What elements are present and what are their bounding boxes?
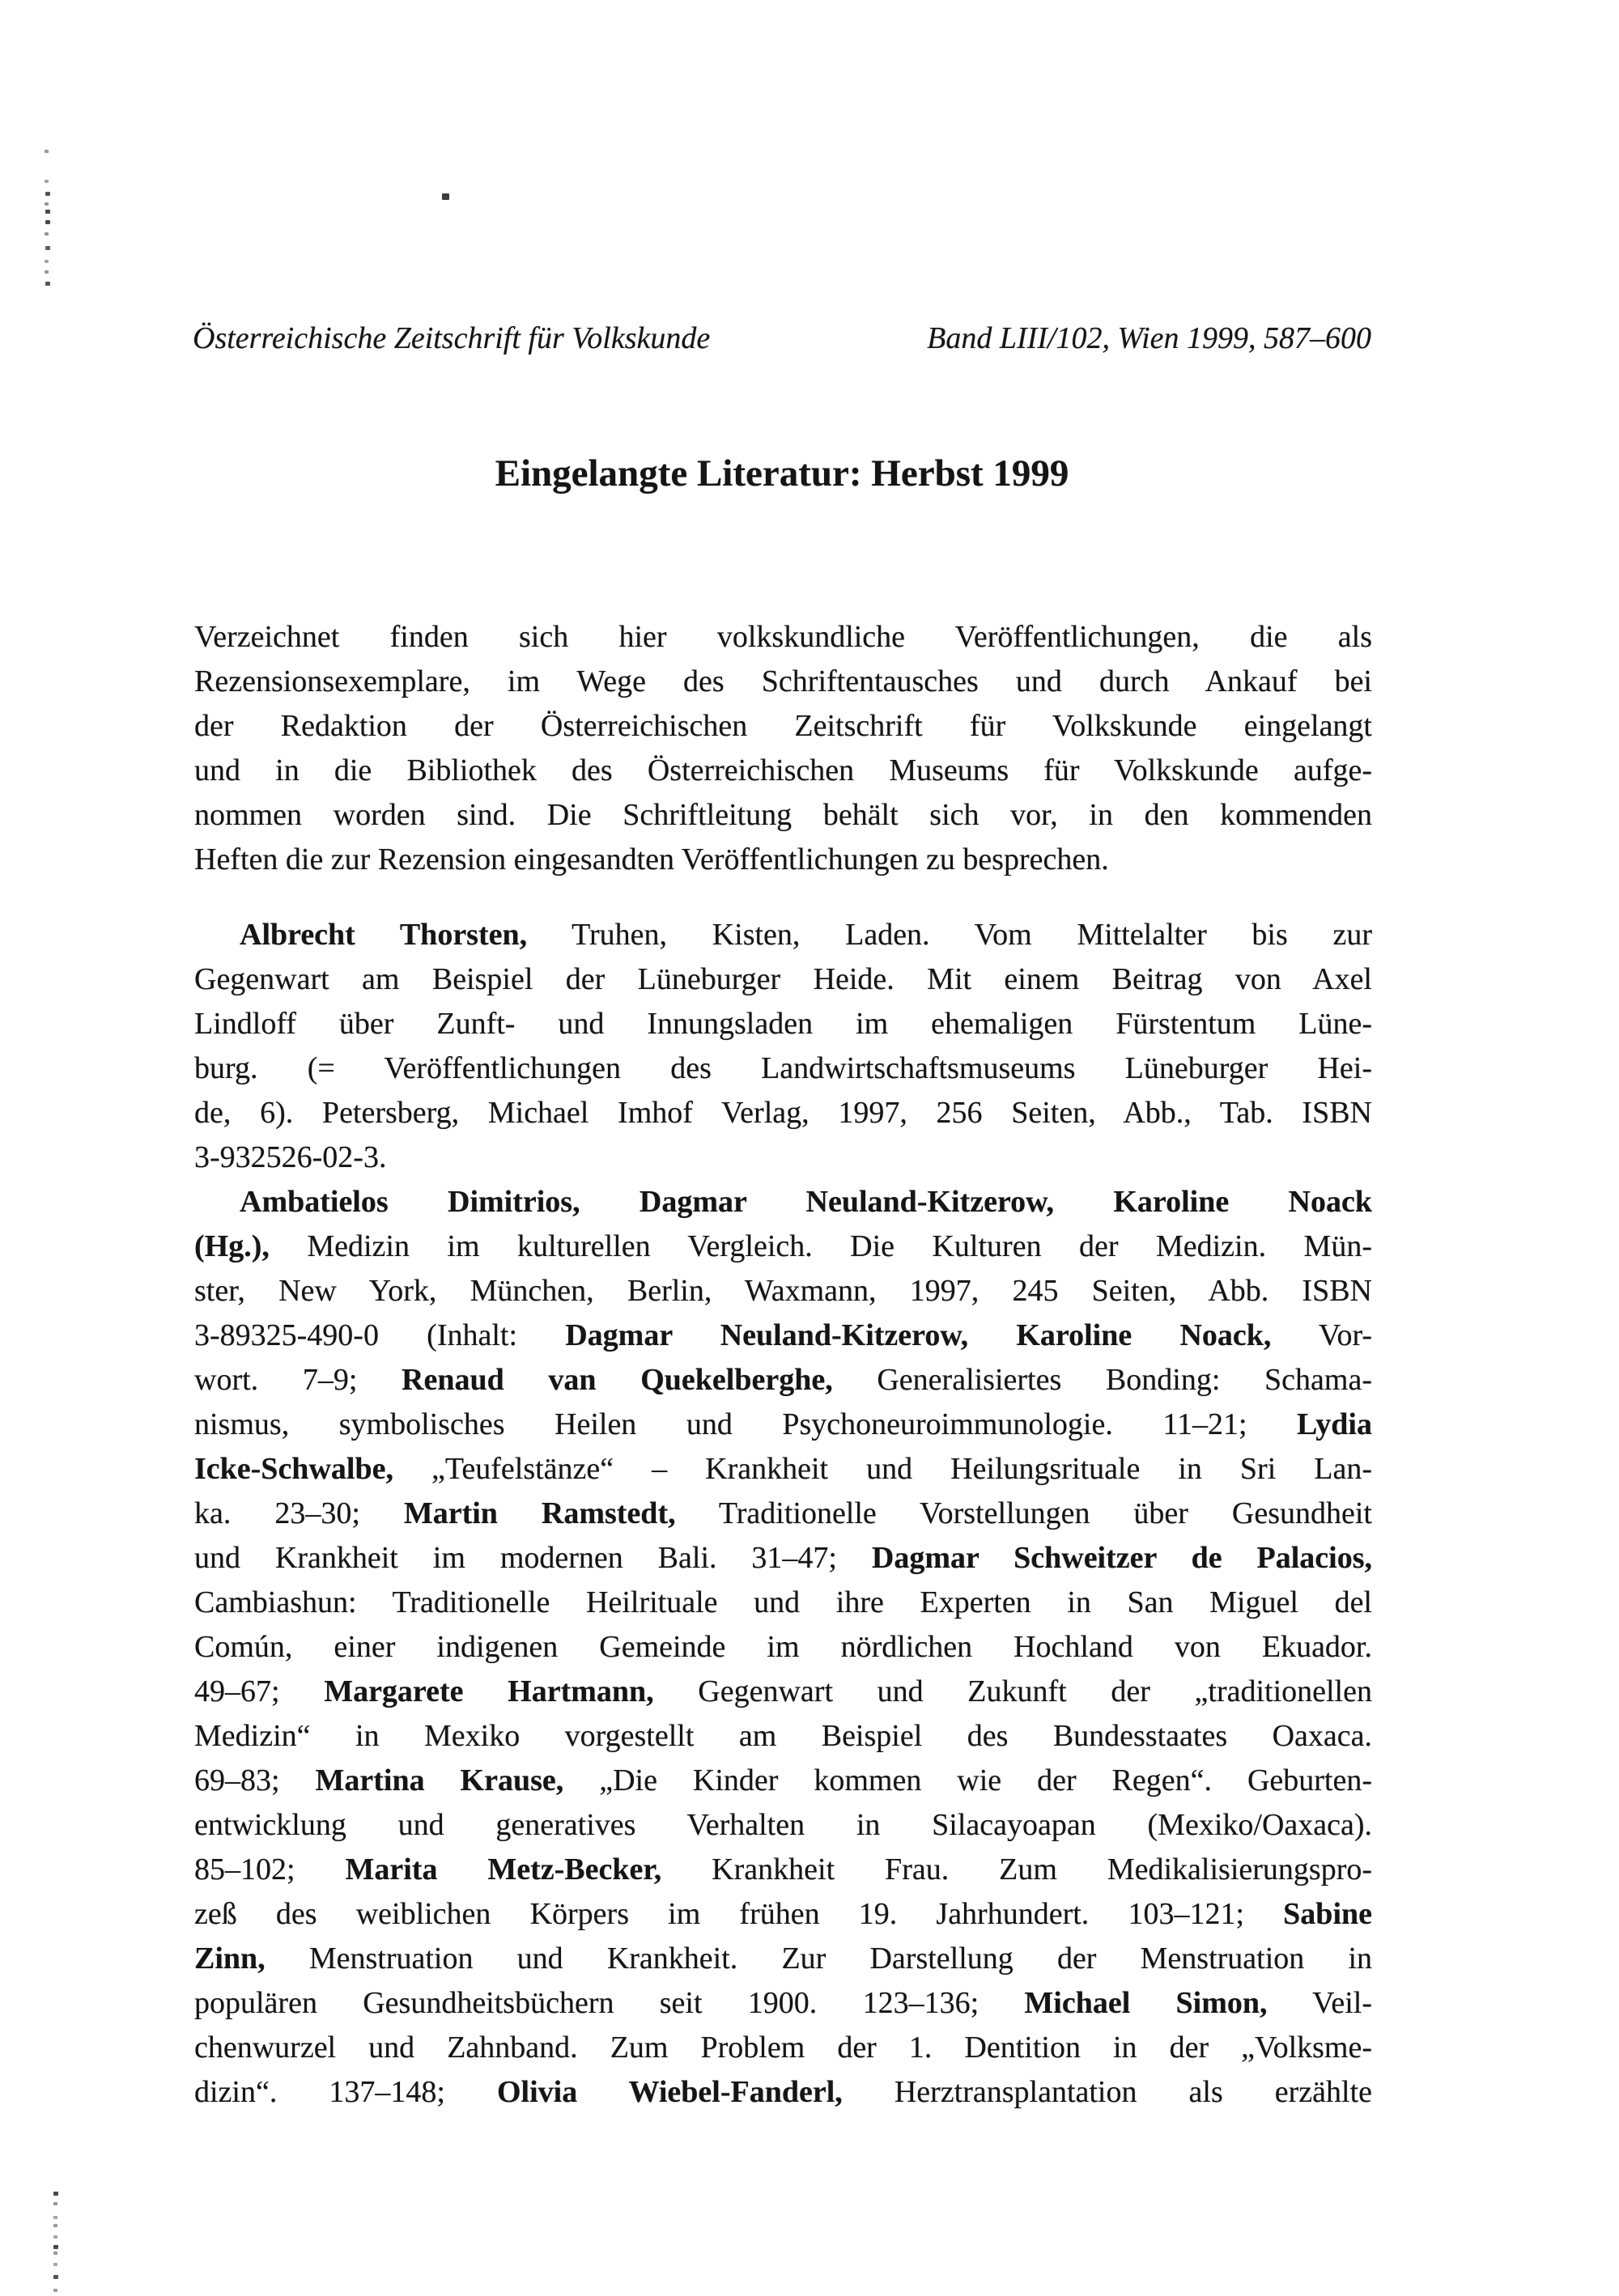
text-line [194,1714,1372,1759]
text-line [194,1848,1372,1892]
text-segment: Menstruation und Krankheit. Zur Darstellung der Menstruation in [265,1942,1372,1976]
text-line [194,704,1372,749]
bold-text-segment: Sabine [1283,1897,1372,1931]
text-segment: 3-932526-02-3. [194,1140,387,1174]
text-segment: Krankheit Frau. Zum Medikalisierungspro- [661,1853,1372,1886]
text-segment: wort. 7–9; [194,1363,402,1397]
bold-text-segment: Martin Ramstedt, [403,1496,676,1530]
bold-text-segment: Icke-Schwalbe, [194,1452,393,1486]
text-line [194,1759,1372,1803]
text-line [194,1002,1372,1046]
scan-speck [45,220,50,224]
text-line [194,1625,1372,1670]
scan-speck [45,246,50,250]
bold-text-segment: Margarete Hartmann, [324,1674,654,1708]
bold-text-segment: Olivia Wiebel-Fanderl, [496,2075,843,2109]
text-segment: Medizin im kulturellen Vergleich. Die Kulturen der Medizin. Mün- [269,1229,1372,1263]
text-segment: „Teufelstänze“ – Krankheit und Heilungsrituale in Sri Lan- [393,1452,1372,1486]
scan-speck [45,202,49,206]
text-line [194,1180,1372,1224]
text-line [194,2070,1372,2115]
scan-speck [45,210,50,214]
scan-speck [53,2202,57,2205]
text-segment: Gegenwart am Beispiel der Lüneburger Heide. Mit einem Beitrag von Axel [194,962,1372,996]
scan-speck [53,2192,58,2196]
text-line [194,1981,1372,2026]
text-segment: nismus, symbolisches Heilen und Psychoneuroimmunologie. 11–21; [194,1407,1298,1441]
text-line [194,838,1372,882]
text-segment: der Redaktion der Österreichischen Zeitschrift für Volkskunde eingelangt [194,709,1372,743]
text-segment: populären Gesundheitsbüchern seit 1900. 123–136; [194,1986,1025,2020]
scan-speck [53,2216,57,2219]
text-segment: Herztransplantation als erzählte [842,2075,1372,2109]
intro-paragraph [194,615,1372,882]
text-segment: ster, New York, München, Berlin, Waxmann, 1997, 245 Seiten, Abb. ISBN [194,1274,1372,1308]
text-line [194,1314,1372,1358]
text-line [194,1447,1372,1492]
scan-speck [45,282,50,286]
bold-text-segment: Michael Simon, [1024,1986,1268,2020]
scan-speck [53,2275,58,2279]
text-line [194,1046,1372,1091]
text-segment: 49–67; [194,1674,325,1708]
text-line [194,1358,1372,1403]
scan-speck [53,2235,57,2239]
text-segment: Común, einer indigenen Gemeinde im nördlichen Hochland von Ekuador. [194,1630,1372,1664]
scan-speck [53,2245,58,2249]
text-segment: und in die Bibliothek des Österreichischen Museums für Volkskunde aufge- [194,753,1372,787]
text-segment: Vor- [1271,1318,1372,1352]
text-segment: Verzeichnet finden sich hier volkskundliche Veröffentlichungen, die als [194,620,1372,654]
page-header [193,320,1371,356]
text-segment: 69–83; [194,1763,316,1797]
scan-speck [53,2289,57,2292]
text-segment: Gegenwart und Zukunft der „traditionellen [653,1674,1372,1708]
text-segment: und Krankheit im modernen Bali. 31–47; [194,1541,872,1575]
text-line [194,1269,1372,1314]
text-line [194,1403,1372,1447]
text-segment: dizin“. 137–148; [194,2075,497,2109]
bold-text-segment: (Hg.), [194,1229,270,1263]
scan-speck [53,2263,57,2266]
text-line [194,1803,1372,1848]
text-line [194,1135,1372,1180]
text-line [194,957,1372,1002]
text-line [194,1224,1372,1269]
entry-albrecht-thorsten [194,913,1372,1180]
text-segment: 85–102; [194,1853,346,1886]
scan-speck [53,2251,57,2255]
bold-text-segment: Dagmar Schweitzer de Palacios, [871,1541,1372,1575]
text-line [194,1892,1372,1937]
scan-speck [45,260,49,263]
text-line [194,749,1372,793]
text-segment: Veil- [1267,1986,1372,2020]
scan-speck [45,192,50,196]
text-segment: ka. 23–30; [194,1496,404,1530]
text-segment: chenwurzel und Zahnband. Zum Problem der 1. Dentition in der „Volksme- [194,2031,1372,2065]
bold-text-segment: Renaud van Quekelberghe, [402,1363,833,1397]
text-line [194,1492,1372,1536]
bold-text-segment: Lydia [1297,1407,1372,1441]
text-segment: Rezensionsexemplare, im Wege des Schriftentausches und durch Ankauf bei [194,664,1372,698]
text-segment: Lindloff über Zunft- und Innungsladen im ehemaligen Fürstentum Lüne- [194,1007,1372,1041]
text-line [194,615,1372,660]
journal-title: Österreichische Zeitschrift für Volkskunde [193,321,711,355]
scan-speck [45,270,49,274]
article-body [194,615,1372,2115]
entry-ambatielos-dimitrios [194,1180,1372,2115]
bold-text-segment: Dagmar Neuland-Kitzerow, Karoline Noack, [565,1318,1272,1352]
text-segment: entwicklung und generatives Verhalten in Silacayoapan (Mexiko/Oaxaca). [194,1808,1372,1842]
text-line [194,1581,1372,1625]
text-line [194,2026,1372,2070]
text-line [194,1536,1372,1581]
text-segment: Cambiashun: Traditionelle Heilrituale und ihre Experten in San Miguel del [194,1585,1372,1619]
text-line [194,1937,1372,1981]
scan-speck [53,2224,57,2227]
text-segment: 3-89325-490-0 (Inhalt: [194,1318,566,1352]
bold-text-segment: Ambatielos Dimitrios, Dagmar Neuland-Kitzerow, Karoline Noack [240,1185,1372,1219]
scan-speck [45,150,49,153]
text-segment: burg. (= Veröffentlichungen des Landwirtschaftsmuseums Lüneburger Hei- [194,1051,1372,1085]
article-title: Eingelangte Literatur: Herbst 1999 [495,452,1069,494]
text-line [194,913,1372,957]
text-segment: zeß des weiblichen Körpers im frühen 19. Jahrhundert. 103–121; [194,1897,1284,1931]
bold-text-segment: Marita Metz-Becker, [345,1853,662,1886]
bold-text-segment: Albrecht Thorsten, [240,918,528,952]
text-line [194,660,1372,704]
text-segment: Heften die zur Rezension eingesandten Veröffentlichungen zu besprechen. [194,842,1109,876]
text-segment: nommen worden sind. Die Schriftleitung behält sich vor, in den kommenden [194,798,1372,832]
text-segment: „Die Kinder kommen wie der Regen“. Geburten- [563,1763,1372,1797]
bold-text-segment: Zinn, [194,1942,266,1976]
text-segment: Generalisiertes Bonding: Schama- [832,1363,1372,1397]
text-segment: Medizin“ in Mexiko vorgestellt am Beispiel des Bundesstaates Oaxaca. [194,1719,1372,1753]
volume-info: Band LIII/102, Wien 1999, 587–600 [927,321,1371,355]
text-line [194,793,1372,838]
text-line [194,1091,1372,1135]
scan-speck [45,232,49,236]
text-segment: Truhen, Kisten, Laden. Vom Mittelalter bis zur [527,918,1372,952]
text-segment: de, 6). Petersberg, Michael Imhof Verlag, 1997, 256 Seiten, Abb., Tab. ISBN [194,1096,1372,1130]
bold-text-segment: Martina Krause, [315,1763,564,1797]
text-line [194,1670,1372,1714]
scan-speck [442,193,449,200]
scan-speck [45,180,49,183]
text-segment: Traditionelle Vorstellungen über Gesundheit [675,1496,1372,1530]
